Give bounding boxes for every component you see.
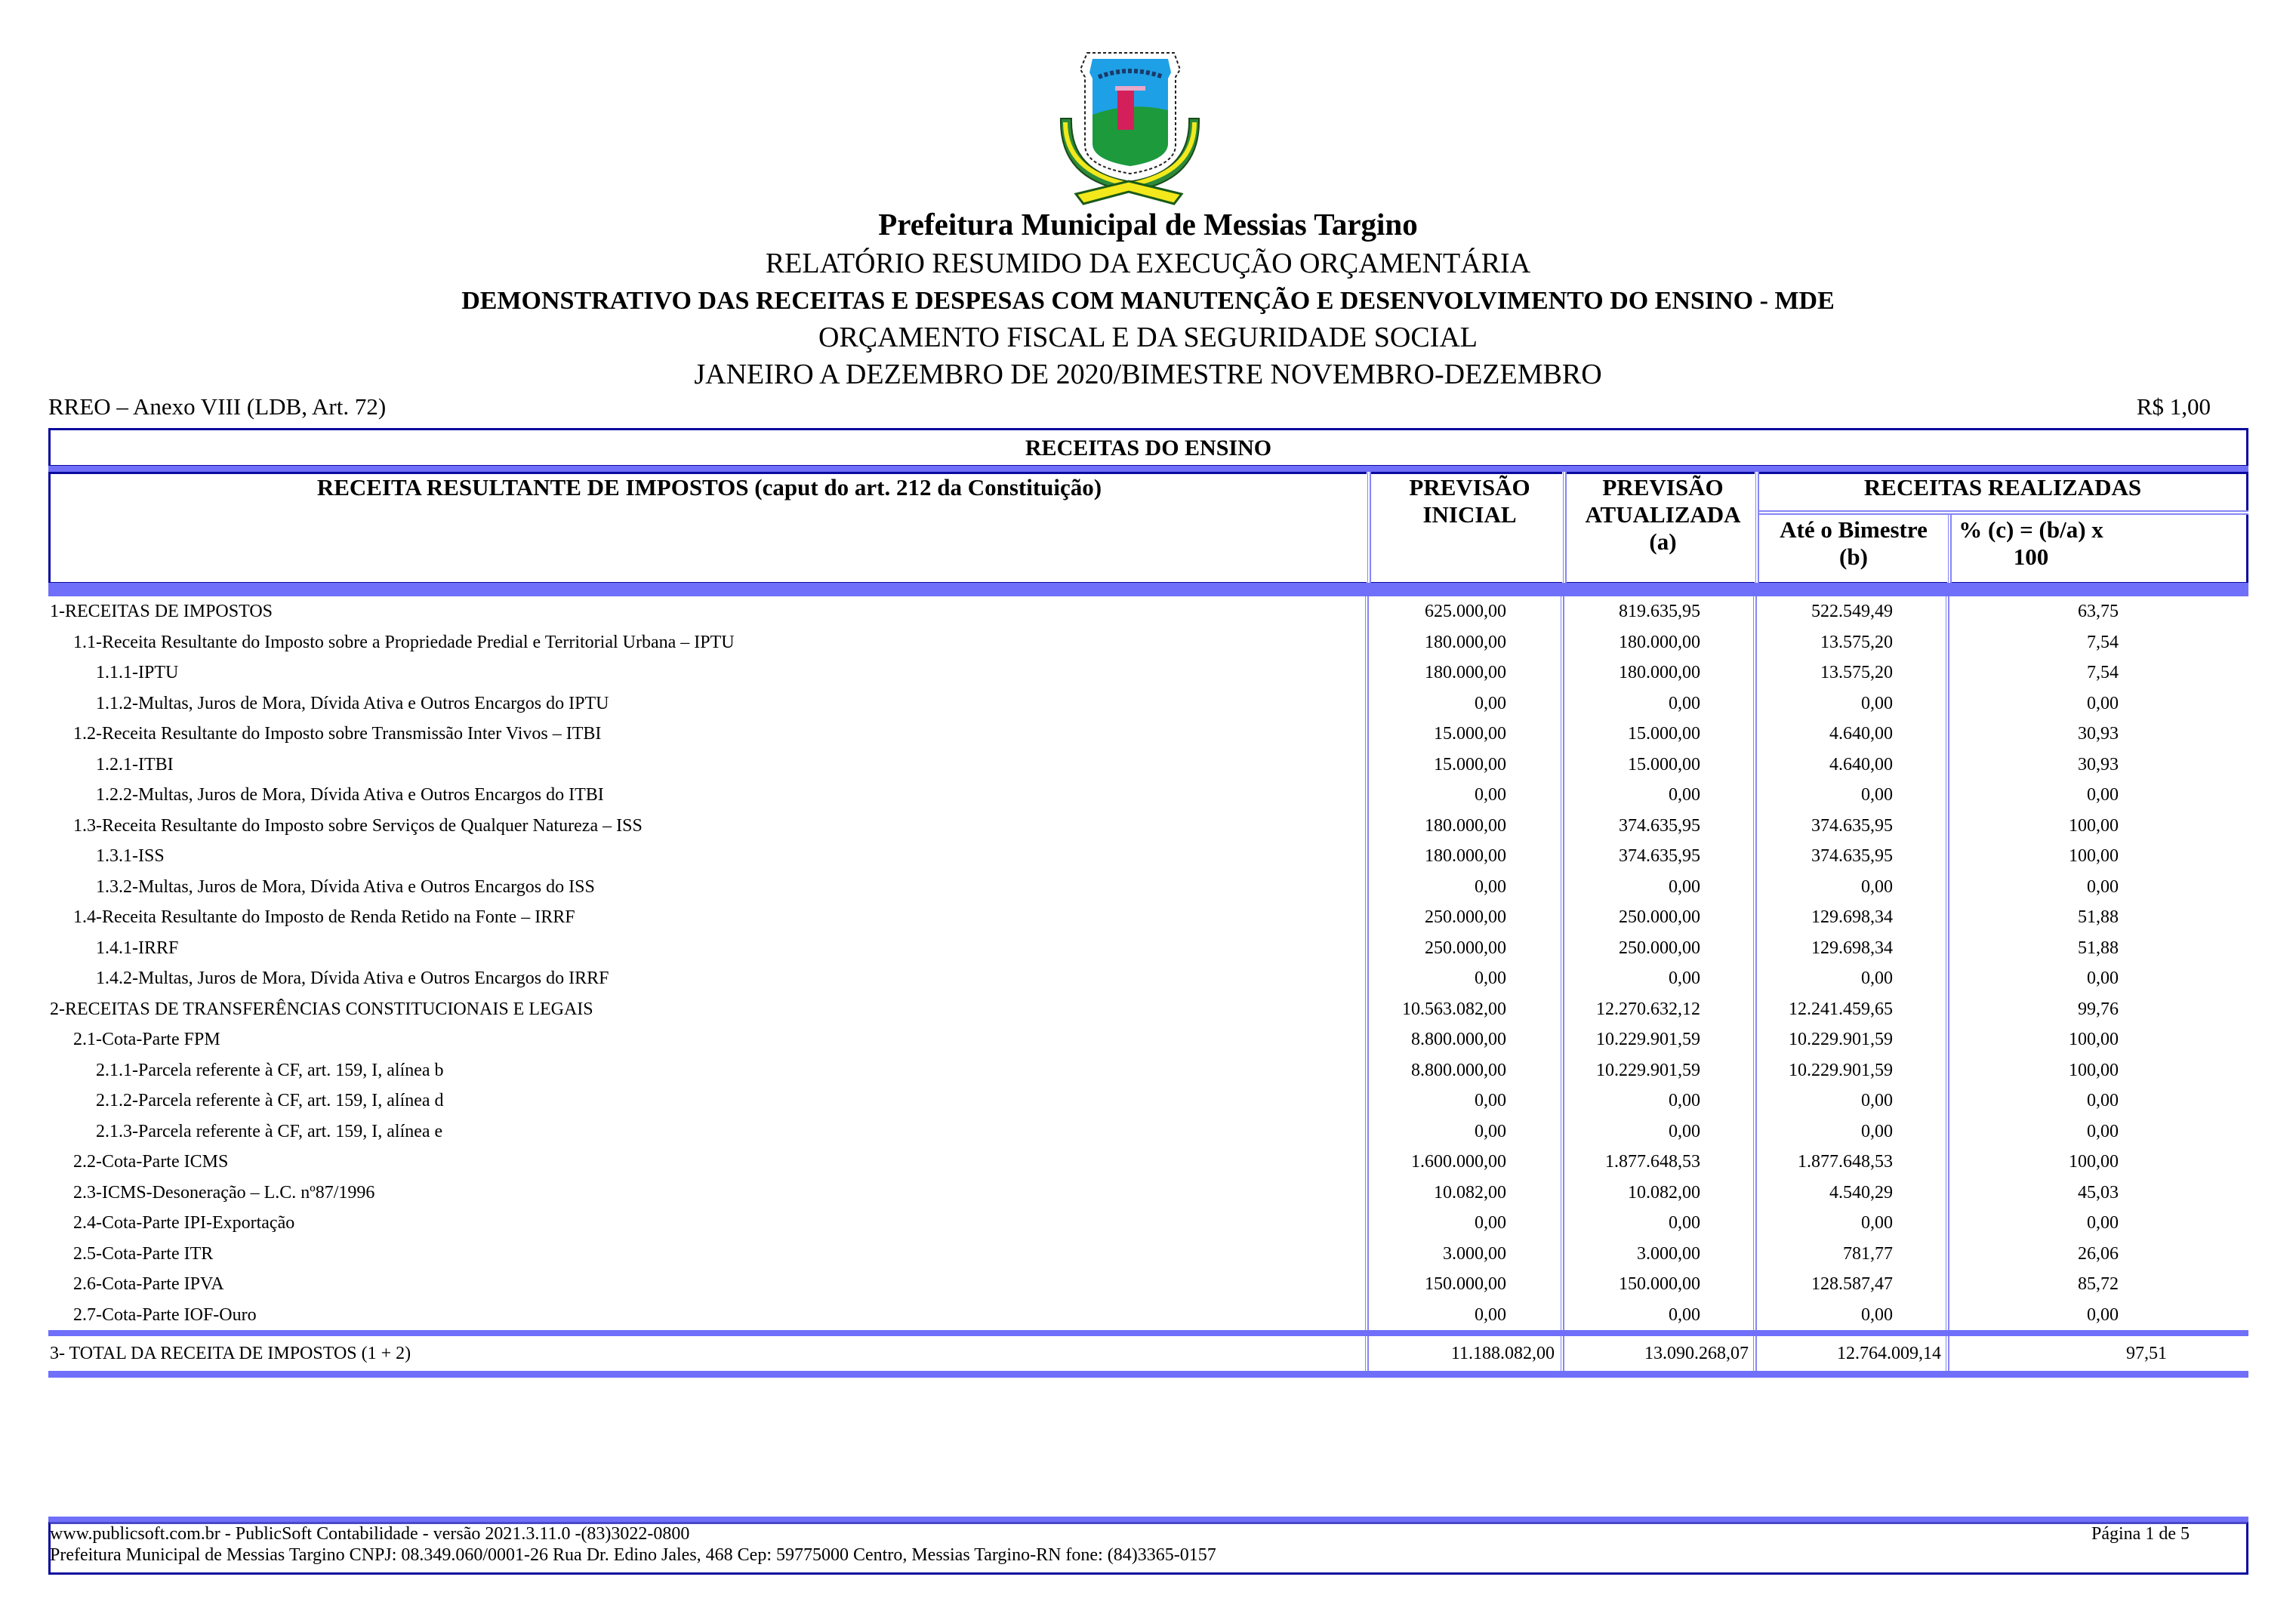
column-divider bbox=[1945, 1336, 1949, 1371]
row-prev-inicial: 15.000,00 bbox=[1434, 724, 1506, 744]
row-label: 1.3.2-Multas, Juros de Mora, Dívida Ativa e Outros Encargos do ISS bbox=[96, 876, 595, 897]
table-row bbox=[48, 750, 2248, 781]
row-prev-atualizada: 250.000,00 bbox=[1619, 938, 1700, 958]
row-prev-inicial: 8.800.000,00 bbox=[1411, 1030, 1506, 1049]
row-ate-bimestre: 0,00 bbox=[1861, 969, 1893, 988]
table-row bbox=[48, 1147, 2248, 1178]
row-prev-atualizada: 0,00 bbox=[1669, 1213, 1700, 1233]
bottom-separator-band bbox=[48, 1371, 2248, 1378]
column-header-receitas-realizadas: RECEITAS REALIZADAS bbox=[1863, 474, 2142, 500]
row-ate-bimestre: 4.640,00 bbox=[1829, 724, 1893, 744]
row-percent: 100,00 bbox=[2069, 1060, 2119, 1080]
row-ate-bimestre: 129.698,34 bbox=[1811, 938, 1893, 958]
row-prev-atualizada: 0,00 bbox=[1669, 969, 1700, 988]
column-header-prev-atualizada-line3: (a) bbox=[1649, 528, 1677, 555]
table-row bbox=[48, 1178, 2248, 1209]
row-label: 2.7-Cota-Parte IOF-Ouro bbox=[73, 1304, 257, 1325]
row-prev-inicial: 0,00 bbox=[1475, 969, 1506, 988]
row-ate-bimestre: 0,00 bbox=[1861, 1304, 1893, 1325]
row-percent: 0,00 bbox=[2087, 785, 2119, 805]
row-prev-inicial: 625.000,00 bbox=[1425, 602, 1506, 621]
row-label: 2.6-Cota-Parte IPVA bbox=[73, 1274, 224, 1294]
column-header-prev-inicial-line2: INICIAL bbox=[1422, 501, 1517, 528]
total-separator-band bbox=[48, 1330, 2248, 1336]
table-row bbox=[48, 658, 2248, 688]
row-prev-atualizada: 15.000,00 bbox=[1628, 724, 1700, 744]
row-label: 2.5-Cota-Parte ITR bbox=[73, 1243, 214, 1264]
row-prev-inicial: 10.563.082,00 bbox=[1402, 999, 1506, 1019]
row-ate-bimestre: 522.549,49 bbox=[1811, 602, 1893, 621]
row-percent: 63,75 bbox=[2078, 602, 2119, 621]
row-prev-inicial: 15.000,00 bbox=[1434, 754, 1506, 775]
table-row bbox=[48, 1024, 2248, 1055]
table-row bbox=[48, 1208, 2248, 1239]
table-row bbox=[48, 902, 2248, 933]
row-label: 2.1-Cota-Parte FPM bbox=[73, 1030, 220, 1049]
row-percent: 45,03 bbox=[2078, 1182, 2119, 1203]
table-row bbox=[48, 627, 2248, 658]
row-prev-inicial: 180.000,00 bbox=[1425, 632, 1506, 652]
row-percent: 100,00 bbox=[2069, 815, 2119, 836]
row-ate-bimestre: 0,00 bbox=[1861, 876, 1893, 897]
row-label: 1.2.2-Multas, Juros de Mora, Dívida Ativa e Outros Encargos do ITBI bbox=[96, 785, 604, 805]
row-label: 1.2-Receita Resultante do Imposto sobre Transmissão Inter Vivos – ITBI bbox=[73, 724, 602, 744]
table-row bbox=[48, 872, 2248, 903]
row-prev-atualizada: 0,00 bbox=[1669, 1304, 1700, 1325]
municipality-title: Prefeitura Municipal de Messias Targino bbox=[878, 207, 1418, 242]
row-ate-bimestre: 4.540,29 bbox=[1829, 1182, 1893, 1203]
row-label: 1.1.2-Multas, Juros de Mora, Dívida Ativa e Outros Encargos do IPTU bbox=[96, 693, 609, 713]
row-label: 1.4.1-IRRF bbox=[96, 938, 179, 958]
row-prev-atualizada: 150.000,00 bbox=[1619, 1274, 1700, 1294]
row-prev-inicial: 0,00 bbox=[1475, 1213, 1506, 1233]
row-prev-inicial: 250.000,00 bbox=[1425, 938, 1506, 958]
row-percent: 99,76 bbox=[2078, 999, 2119, 1019]
period-title: JANEIRO A DEZEMBRO DE 2020/BIMESTRE NOVEMBRO-DEZEMBRO bbox=[694, 359, 1602, 390]
table-row bbox=[48, 994, 2248, 1025]
table-row bbox=[48, 596, 2248, 627]
table-row bbox=[48, 1055, 2248, 1086]
row-label: 1.1-Receita Resultante do Imposto sobre a Propriedade Predial e Territorial Urbana – IPTU bbox=[73, 632, 735, 652]
row-ate-bimestre: 10.229.901,59 bbox=[1789, 1060, 1893, 1080]
page-number: Página 1 de 5 bbox=[2091, 1524, 2190, 1544]
table-row bbox=[48, 719, 2248, 750]
row-prev-inicial: 0,00 bbox=[1475, 876, 1506, 897]
row-prev-atualizada: 250.000,00 bbox=[1619, 907, 1700, 927]
row-prev-atualizada: 15.000,00 bbox=[1628, 754, 1700, 775]
column-header-percent-line1: % (c) = (b/a) x bbox=[1959, 516, 2103, 543]
row-prev-atualizada: 180.000,00 bbox=[1619, 632, 1700, 652]
row-prev-atualizada: 0,00 bbox=[1669, 693, 1700, 713]
row-ate-bimestre: 0,00 bbox=[1861, 693, 1893, 713]
table-row bbox=[48, 688, 2248, 719]
row-ate-bimestre: 0,00 bbox=[1861, 785, 1893, 805]
row-percent: 0,00 bbox=[2087, 1091, 2119, 1110]
row-prev-inicial: 180.000,00 bbox=[1425, 663, 1506, 682]
row-prev-inicial: 180.000,00 bbox=[1425, 846, 1506, 866]
row-label: 1.2.1-ITBI bbox=[96, 754, 174, 775]
row-prev-atualizada: 374.635,95 bbox=[1619, 846, 1700, 866]
currency-unit: R$ 1,00 bbox=[2136, 393, 2211, 420]
separator-band bbox=[48, 583, 2248, 596]
total-prev-inicial: 11.188.082,00 bbox=[1450, 1344, 1555, 1363]
row-ate-bimestre: 129.698,34 bbox=[1811, 907, 1893, 927]
row-prev-atualizada: 0,00 bbox=[1669, 785, 1700, 805]
section-title-box bbox=[48, 428, 2248, 467]
total-ate-bimestre: 12.764.009,14 bbox=[1837, 1344, 1941, 1363]
row-prev-inicial: 0,00 bbox=[1475, 1091, 1506, 1110]
row-ate-bimestre: 10.229.901,59 bbox=[1789, 1030, 1893, 1049]
column-header-prev-atualizada-line2: ATUALIZADA bbox=[1585, 501, 1741, 528]
table-row bbox=[48, 1116, 2248, 1147]
row-prev-inicial: 0,00 bbox=[1475, 693, 1506, 713]
table-row bbox=[48, 1239, 2248, 1270]
row-label: 2-RECEITAS DE TRANSFERÊNCIAS CONSTITUCIONAIS E LEGAIS bbox=[50, 999, 593, 1019]
row-percent: 7,54 bbox=[2087, 632, 2119, 652]
row-label: 2.1.1-Parcela referente à CF, art. 159, I, alínea b bbox=[96, 1060, 444, 1080]
row-prev-inicial: 0,00 bbox=[1475, 1304, 1506, 1325]
row-percent: 30,93 bbox=[2078, 754, 2119, 775]
row-label: 2.1.3-Parcela referente à CF, art. 159, I, alínea e bbox=[96, 1121, 443, 1141]
row-percent: 85,72 bbox=[2078, 1274, 2119, 1294]
row-prev-inicial: 150.000,00 bbox=[1425, 1274, 1506, 1294]
table-row bbox=[48, 963, 2248, 994]
row-prev-inicial: 3.000,00 bbox=[1443, 1243, 1506, 1264]
row-ate-bimestre: 12.241.459,65 bbox=[1789, 999, 1893, 1019]
row-prev-inicial: 0,00 bbox=[1475, 785, 1506, 805]
row-percent: 0,00 bbox=[2087, 1121, 2119, 1141]
row-percent: 0,00 bbox=[2087, 1213, 2119, 1233]
row-ate-bimestre: 4.640,00 bbox=[1829, 754, 1893, 775]
column-header-ate-bimestre-line1: Até o Bimestre bbox=[1780, 516, 1928, 543]
column-divider bbox=[1367, 472, 1371, 584]
column-header-prev-atualizada bbox=[1567, 474, 1759, 556]
table-row bbox=[48, 1086, 2248, 1116]
section-title: RECEITAS DO ENSINO bbox=[1025, 436, 1272, 460]
total-percent: 97,51 bbox=[2126, 1344, 2167, 1363]
row-prev-atualizada: 10.082,00 bbox=[1628, 1182, 1700, 1203]
coat-of-arms-icon bbox=[1053, 47, 1208, 207]
table-row bbox=[48, 933, 2248, 964]
row-ate-bimestre: 0,00 bbox=[1861, 1121, 1893, 1141]
header-subdivider bbox=[1759, 510, 2248, 515]
report-title: RELATÓRIO RESUMIDO DA EXECUÇÃO ORÇAMENTÁRIA bbox=[765, 248, 1531, 279]
table-row bbox=[48, 1269, 2248, 1300]
row-ate-bimestre: 374.635,95 bbox=[1811, 846, 1893, 866]
row-percent: 51,88 bbox=[2078, 907, 2119, 927]
row-label: 1.3-Receita Resultante do Imposto sobre Serviços de Qualquer Natureza – ISS bbox=[73, 815, 643, 836]
row-prev-atualizada: 10.229.901,59 bbox=[1596, 1030, 1700, 1049]
row-prev-atualizada: 374.635,95 bbox=[1619, 815, 1700, 836]
annex-label: RREO – Anexo VIII (LDB, Art. 72) bbox=[48, 393, 387, 420]
table-body bbox=[48, 596, 2248, 1330]
column-header-description: RECEITA RESULTANTE DE IMPOSTOS (caput do art. 212 da Constituição) bbox=[316, 474, 1102, 500]
table-row bbox=[48, 1300, 2248, 1331]
row-prev-inicial: 250.000,00 bbox=[1425, 907, 1506, 927]
row-percent: 51,88 bbox=[2078, 938, 2119, 958]
column-header-ate-bimestre-line2: (b) bbox=[1839, 544, 1868, 570]
row-label: 2.1.2-Parcela referente à CF, art. 159, I, alínea d bbox=[96, 1091, 444, 1110]
table-row bbox=[48, 841, 2248, 872]
budget-title: ORÇAMENTO FISCAL E DA SEGURIDADE SOCIAL bbox=[818, 322, 1478, 353]
row-prev-atualizada: 1.877.648,53 bbox=[1605, 1152, 1700, 1172]
row-prev-atualizada: 0,00 bbox=[1669, 1121, 1700, 1141]
row-label: 1.4.2-Multas, Juros de Mora, Dívida Ativa e Outros Encargos do IRRF bbox=[96, 969, 609, 988]
row-percent: 0,00 bbox=[2087, 693, 2119, 713]
table-row bbox=[48, 780, 2248, 811]
footer-address: Prefeitura Municipal de Messias Targino CNPJ: 08.349.060/0001-26 Rua Dr. Edino Jales, 468 Cep: 59775000 Centro, Messias Targino-RN fone: (84)3365-0157 bbox=[50, 1545, 1216, 1565]
row-label: 2.4-Cota-Parte IPI-Exportação bbox=[73, 1213, 295, 1233]
row-percent: 100,00 bbox=[2069, 846, 2119, 866]
column-header-ate-bimestre bbox=[1759, 516, 1948, 571]
row-prev-atualizada: 0,00 bbox=[1669, 876, 1700, 897]
row-percent: 7,54 bbox=[2087, 663, 2119, 682]
row-percent: 100,00 bbox=[2069, 1152, 2119, 1172]
row-percent: 26,06 bbox=[2078, 1243, 2119, 1264]
row-ate-bimestre: 13.575,20 bbox=[1820, 632, 1893, 652]
total-label: 3- TOTAL DA RECEITA DE IMPOSTOS (1 + 2) bbox=[50, 1344, 411, 1363]
row-prev-inicial: 0,00 bbox=[1475, 1121, 1506, 1141]
row-percent: 0,00 bbox=[2087, 876, 2119, 897]
row-label: 1.3.1-ISS bbox=[96, 846, 165, 866]
row-prev-atualizada: 819.635,95 bbox=[1619, 602, 1700, 621]
row-prev-atualizada: 10.229.901,59 bbox=[1596, 1060, 1700, 1080]
row-prev-inicial: 8.800.000,00 bbox=[1411, 1060, 1506, 1080]
row-ate-bimestre: 0,00 bbox=[1861, 1091, 1893, 1110]
column-header-percent-line2: 100 bbox=[2013, 544, 2049, 570]
row-label: 1-RECEITAS DE IMPOSTOS bbox=[50, 602, 273, 621]
table-header bbox=[48, 472, 2248, 584]
row-prev-inicial: 1.600.000,00 bbox=[1411, 1152, 1506, 1172]
row-label: 1.4-Receita Resultante do Imposto de Renda Retido na Fonte – IRRF bbox=[73, 907, 575, 927]
row-ate-bimestre: 13.575,20 bbox=[1820, 663, 1893, 682]
row-prev-inicial: 180.000,00 bbox=[1425, 815, 1506, 836]
table-row bbox=[48, 811, 2248, 842]
row-percent: 0,00 bbox=[2087, 969, 2119, 988]
row-ate-bimestre: 1.877.648,53 bbox=[1798, 1152, 1893, 1172]
total-row bbox=[48, 1336, 2248, 1371]
column-header-prev-atualizada-line1: PREVISÃO bbox=[1602, 474, 1724, 500]
row-ate-bimestre: 0,00 bbox=[1861, 1213, 1893, 1233]
row-percent: 100,00 bbox=[2069, 1030, 2119, 1049]
row-prev-atualizada: 3.000,00 bbox=[1637, 1243, 1700, 1264]
row-percent: 0,00 bbox=[2087, 1304, 2119, 1325]
footer-software-info: www.publicsoft.com.br - PublicSoft Contabilidade - versão 2021.3.11.0 -(83)3022-0800 bbox=[50, 1524, 690, 1544]
row-percent: 30,93 bbox=[2078, 724, 2119, 744]
row-ate-bimestre: 128.587,47 bbox=[1811, 1274, 1893, 1294]
row-label: 2.3-ICMS-Desoneração – L.C. nº87/1996 bbox=[73, 1182, 375, 1203]
coat-of-arms-logo bbox=[1053, 47, 1208, 207]
total-prev-atualizada: 13.090.268,07 bbox=[1644, 1344, 1749, 1363]
row-label: 2.2-Cota-Parte ICMS bbox=[73, 1152, 229, 1172]
column-header-percent bbox=[1952, 516, 2110, 571]
row-prev-inicial: 10.082,00 bbox=[1434, 1182, 1506, 1203]
column-header-prev-inicial bbox=[1373, 474, 1566, 528]
row-label: 1.1.1-IPTU bbox=[96, 663, 179, 682]
row-ate-bimestre: 781,77 bbox=[1843, 1243, 1893, 1264]
column-header-prev-inicial-line1: PREVISÃO bbox=[1409, 474, 1530, 500]
row-prev-atualizada: 12.270.632,12 bbox=[1596, 999, 1700, 1019]
row-ate-bimestre: 374.635,95 bbox=[1811, 815, 1893, 836]
row-prev-atualizada: 0,00 bbox=[1669, 1091, 1700, 1110]
statement-title: DEMONSTRATIVO DAS RECEITAS E DESPESAS COM MANUTENÇÃO E DESENVOLVIMENTO DO ENSINO - MDE bbox=[461, 287, 1835, 315]
row-prev-atualizada: 180.000,00 bbox=[1619, 663, 1700, 682]
